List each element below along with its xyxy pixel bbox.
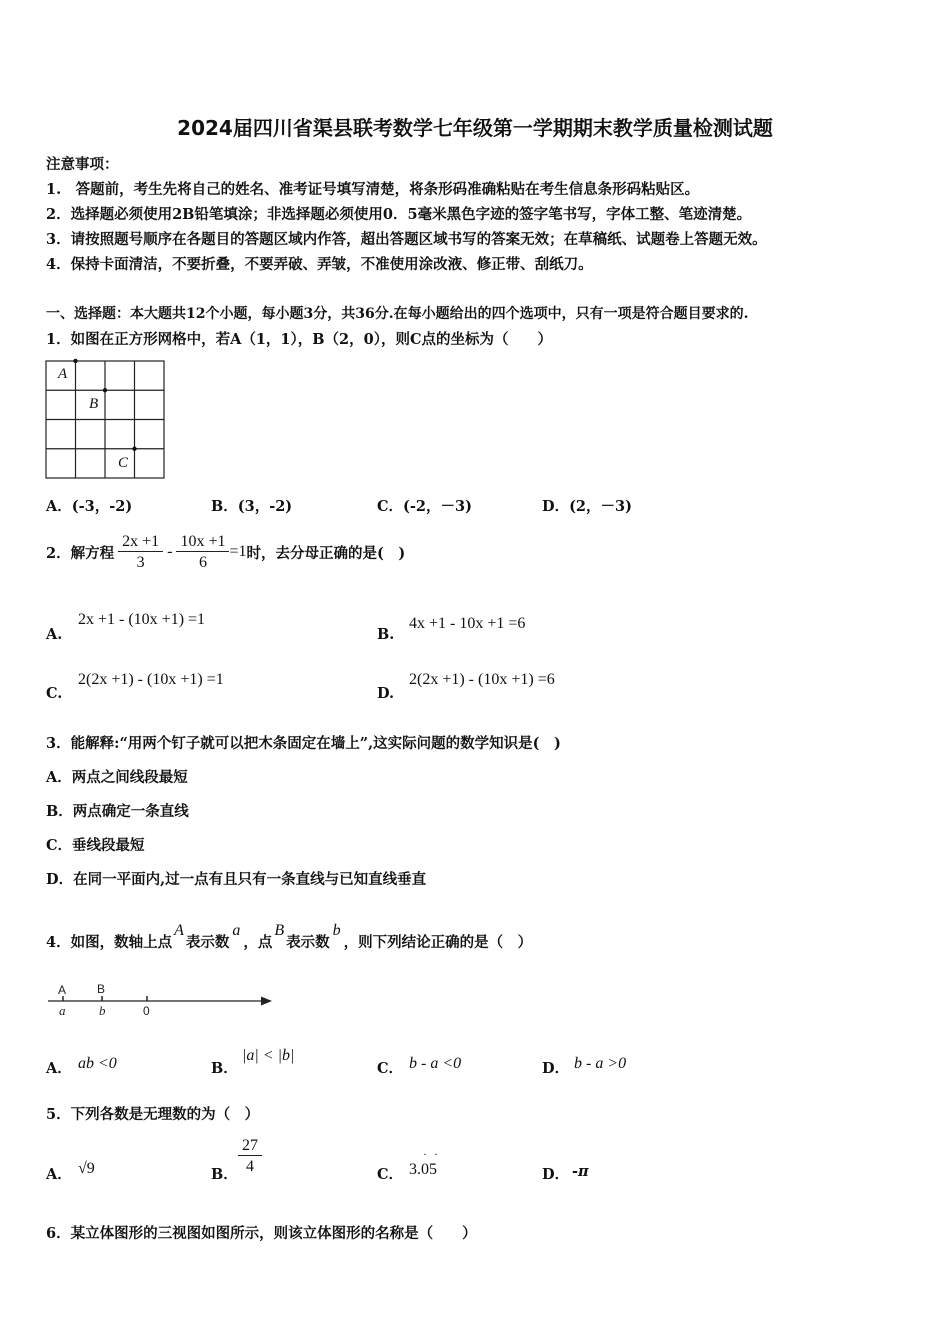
question-2-stem [46, 527, 405, 577]
notice-item: 1. 答题前，考生先将自己的姓名、准考证号填写清楚，将条形码准确粘贴在考生信息条形码粘贴区。 [46, 181, 700, 198]
q4-stem-part: 表示数 [185, 934, 230, 951]
grid-label-a: A [58, 366, 68, 382]
q3-option-a: A．两点之间线段最短 [46, 769, 188, 786]
q3-option-b: B．两点确定一条直线 [46, 803, 189, 820]
q3-option-c: C．垂线段最短 [46, 837, 145, 854]
point-a [73, 359, 77, 363]
q4-var-a: a [232, 922, 241, 939]
q5-label-d: D． [542, 1166, 570, 1183]
q4-stem-part: ，则下列结论正确的是（ ） [343, 934, 533, 951]
q2-frac1-den: 3 [118, 551, 163, 572]
q2-prefix: 2．解方程 [46, 544, 115, 562]
notice-item: 3．请按照题号顺序在各题目的答题区域内作答，超出答题区域书写的答案无效；在草稿纸、试题卷上答题无效。 [46, 231, 767, 248]
q4-label-d: D． [542, 1060, 570, 1077]
q4-var-B: B [274, 922, 285, 939]
q4-stem-part: 4．如图，数轴上点 [46, 934, 173, 951]
q3-option-d: D．在同一平面内,过一点有且只有一条直线与已知直线垂直 [46, 871, 427, 888]
point-b [103, 388, 107, 392]
q5-label-a: A． [46, 1166, 72, 1183]
q4-option-b: |a| < |b| [242, 1047, 295, 1064]
q4-var-b: b [332, 922, 341, 939]
axis-label-zero: 0 [143, 1004, 150, 1018]
q5-label-b: B． [211, 1166, 238, 1183]
page-title: 2024届四川省渠县联考数学七年级第一学期期末教学质量检测试题 [177, 116, 773, 140]
arrow-right-icon [261, 997, 272, 1006]
q2-option-a: 2x +1 - (10x +1) =1 [78, 611, 206, 628]
question-6-stem: 6．某立体图形的三视图如图所示，则该立体图形的名称是（ ） [46, 1225, 477, 1242]
q1-option-d: D．(2，－3) [542, 498, 632, 515]
question-5-stem: 5．下列各数是无理数的为（ ） [46, 1106, 260, 1123]
q4-option-d: b - a >0 [574, 1055, 627, 1072]
q2-label-d: D. [377, 685, 395, 702]
grid-label-b: B [89, 396, 99, 412]
q2-option-d: 2(2x +1) - (10x +1) =6 [409, 671, 555, 688]
number-line [44, 980, 280, 1020]
q1-option-c: C．(-2，－3) [377, 498, 472, 515]
q2-label-b: B. [377, 626, 395, 643]
grid-figure [44, 357, 168, 483]
q2-frac1-num: 2x +1 [122, 532, 160, 550]
axis-label-b: b [99, 1003, 106, 1018]
q2-fraction-2 [178, 533, 227, 572]
q4-stem-part: 表示数 [286, 934, 330, 951]
q2-option-c: 2(2x +1) - (10x +1) =1 [78, 671, 224, 688]
q1-option-a: A．(-3，-2) [46, 498, 133, 515]
q2-frac2-num: 10x +1 [180, 532, 226, 550]
q5-option-a: √9 [78, 1160, 95, 1177]
q4-var-A: A [174, 922, 184, 939]
q4-label-a: A． [46, 1060, 72, 1077]
q5-option-b [240, 1137, 260, 1176]
question-1-stem: 1．如图在正方形网格中，若A（1，1），B（2，0），则C点的坐标为（ ） [46, 331, 552, 348]
q2-rhs: =1 [229, 543, 247, 560]
q2-label-a: A. [46, 626, 63, 643]
q4-label-b: B． [211, 1060, 238, 1077]
q1-option-b: B．(3，-2) [211, 498, 293, 515]
axis-label-A: A [58, 983, 67, 997]
q5-repeat-dots: · · [423, 1147, 440, 1161]
q2-fraction-1 [120, 533, 161, 572]
q2-label-c: C. [46, 685, 63, 702]
q5-b-num: 27 [242, 1137, 258, 1154]
q5-b-den: 4 [238, 1155, 262, 1176]
q2-minus: - [167, 543, 173, 560]
question-4-stem [46, 912, 532, 952]
q2-option-b: 4x +1 - 10x +1 =6 [409, 615, 526, 632]
q2-suffix: 时，去分母正确的是( ) [246, 544, 406, 562]
point-c [132, 447, 136, 451]
section-heading: 一、选择题：本大题共12个小题，每小题3分，共36分.在每小题给出的四个选项中，只有一项是符合题目要求的. [46, 306, 749, 322]
q5-option-d: -π [572, 1163, 589, 1180]
notice-item: 4．保持卡面清洁，不要折叠，不要弄破、弄皱，不准使用涂改液、修正带、刮纸刀。 [46, 256, 593, 273]
grid-label-c: C [118, 455, 129, 471]
q5-option-c: 3.05 [409, 1161, 437, 1178]
notice-item: 2．选择题必须使用2B铅笔填涂；非选择题必须使用0．5毫米黑色字迹的签字笔书写，字体工整、笔迹清楚。 [46, 206, 752, 223]
q4-option-c: b - a <0 [409, 1055, 462, 1072]
notice-heading: 注意事项： [46, 156, 119, 173]
axis-label-a: a [59, 1003, 66, 1018]
q4-option-a: ab <0 [78, 1055, 117, 1072]
q2-frac2-den: 6 [176, 551, 229, 572]
q5-label-c: C． [377, 1166, 404, 1183]
axis-label-B: B [97, 982, 106, 996]
question-3-stem: 3．能解释:“用两个钉子就可以把木条固定在墙上”,这实际问题的数学知识是( ) [46, 735, 561, 752]
q4-stem-part: ，点 [243, 934, 273, 951]
q4-label-c: C． [377, 1060, 404, 1077]
